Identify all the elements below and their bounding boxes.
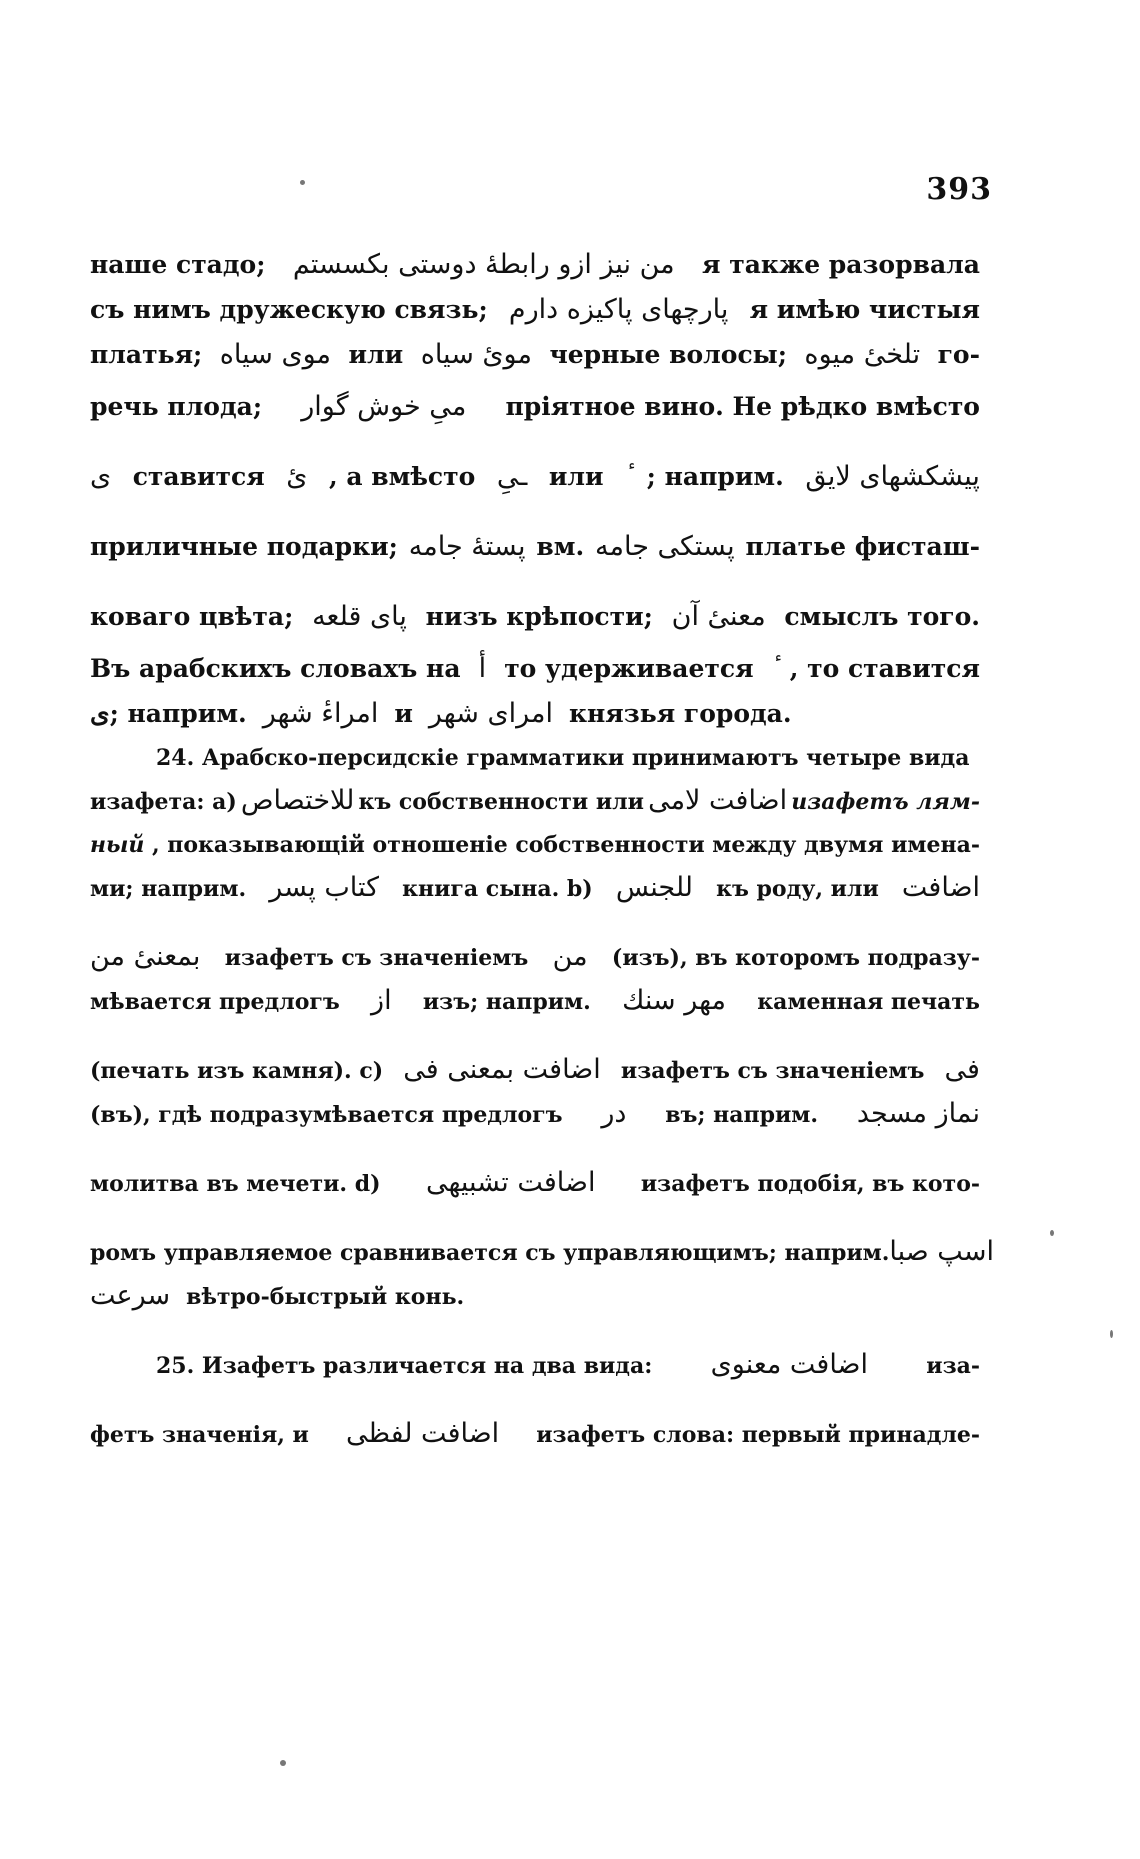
text-segment: и xyxy=(394,699,413,728)
text-line xyxy=(90,654,980,684)
text-segment: мѣвается предлогъ xyxy=(90,989,340,1015)
arabic-script-segment: یٔ xyxy=(286,461,308,492)
arabic-script-segment: اضافت تشبیهی xyxy=(425,1167,596,1198)
body-text xyxy=(90,249,994,1449)
text-segment: къ роду, или xyxy=(716,876,879,902)
text-segment: ی; наприм. xyxy=(90,699,247,728)
text-segment: или xyxy=(548,462,604,491)
text-segment: иза- xyxy=(926,1353,980,1379)
print-speck xyxy=(1110,1330,1113,1338)
line-spacer xyxy=(90,280,980,295)
text-segment: (печать изъ камня). c) xyxy=(90,1058,384,1084)
arabic-script-segment: اضافت لامی xyxy=(648,785,788,816)
text-segment: низъ крѣпости; xyxy=(425,602,653,631)
line-spacer xyxy=(90,1267,980,1282)
text-segment: ; наприм. xyxy=(646,462,784,491)
arabic-script-segment: پارچهای پاکیزه دارم xyxy=(508,294,729,325)
text-segment: (въ), гдѣ подразумѣвается предлогъ xyxy=(90,1102,563,1128)
text-segment: изъ; наприм. xyxy=(422,989,591,1015)
print-speck xyxy=(280,1760,286,1766)
text-line xyxy=(90,831,980,859)
text-line xyxy=(90,295,980,325)
text-segment: молитва въ мечети. d) xyxy=(90,1171,381,1197)
arabic-script-segment: کتاب پسر xyxy=(269,872,379,903)
text-segment: изафетъ съ значеніемъ xyxy=(620,1058,925,1084)
arabic-script-segment: اضافت بمعنی فی xyxy=(403,1054,601,1085)
text-segment: го- xyxy=(937,340,980,369)
print-speck xyxy=(1050,1230,1054,1236)
text-segment: наше стадо; xyxy=(90,250,266,279)
text-segment: каменная печать xyxy=(757,989,980,1015)
arabic-script-segment: ی xyxy=(90,461,112,492)
text-line xyxy=(90,1282,980,1311)
text-segment: фетъ значенія, и xyxy=(90,1422,309,1448)
line-spacer xyxy=(90,772,980,787)
line-spacer xyxy=(90,903,980,943)
text-segment: изафетъ съ значеніемъ xyxy=(224,945,529,971)
line-spacer xyxy=(90,325,980,340)
line-spacer xyxy=(90,1016,980,1056)
text-segment: ставится xyxy=(132,462,265,491)
text-line xyxy=(90,1420,980,1449)
arabic-script-segment: امراءٔ شهر xyxy=(262,698,379,729)
text-segment: 24. Арабско-персидскіе грамматики принимаютъ четыре вида xyxy=(156,745,970,771)
text-line xyxy=(90,699,980,729)
print-speck xyxy=(300,180,305,185)
text-line xyxy=(90,943,980,972)
arabic-script-segment: پیشکشهای لایق xyxy=(805,461,980,492)
arabic-script-segment: سرعت xyxy=(90,1280,171,1311)
text-line xyxy=(90,744,980,772)
text-segment: Въ арабскихъ словахъ на xyxy=(90,654,461,683)
text-segment: черные волосы; xyxy=(549,340,787,369)
text-segment: , а вмѣсто xyxy=(328,462,476,491)
text-line xyxy=(90,787,980,816)
line-spacer xyxy=(90,684,980,699)
text-line xyxy=(90,392,980,422)
arabic-script-segment: معنیٔ آن xyxy=(671,601,766,632)
text-segment: изафетъ слова: первый принадле- xyxy=(536,1422,980,1448)
line-spacer xyxy=(90,562,980,602)
text-line xyxy=(90,250,980,280)
arabic-script-segment: اسپ صبا xyxy=(889,1236,994,1267)
text-segment: , то ставится xyxy=(789,654,980,683)
line-spacer xyxy=(90,1129,980,1169)
text-segment: , показывающій отношеніе собственности между двумя имена- xyxy=(151,832,980,858)
text-segment: князья города. xyxy=(568,699,792,728)
arabic-script-segment: مویٔ سیاه xyxy=(420,339,532,370)
line-spacer xyxy=(90,632,980,654)
text-segment: къ собственности или xyxy=(358,789,644,815)
text-segment: ромъ управляемое сравнивается съ управляющимъ; наприм. xyxy=(90,1240,890,1266)
text-segment: книга сына. b) xyxy=(402,876,593,902)
text-segment: вм. xyxy=(536,532,585,561)
text-line xyxy=(90,340,980,370)
text-segment: приличные подарки; xyxy=(90,532,398,561)
text-line xyxy=(90,602,980,632)
line-spacer xyxy=(90,816,980,831)
text-line xyxy=(90,532,980,562)
arabic-script-segment: للجنس xyxy=(615,872,693,903)
text-segment: пріятное вино. Не рѣдко вмѣсто xyxy=(505,392,980,421)
text-segment: или xyxy=(348,340,404,369)
text-line xyxy=(90,1100,980,1129)
text-segment: (изъ), въ которомъ подразу- xyxy=(611,945,980,971)
arabic-script-segment: در xyxy=(601,1098,627,1129)
arabic-script-segment: میِ خوش گوار xyxy=(301,391,467,422)
text-line xyxy=(90,1169,980,1198)
arabic-script-segment: فی xyxy=(944,1054,980,1085)
line-spacer xyxy=(90,1311,980,1351)
arabic-script-segment: موی سیاه xyxy=(219,339,332,370)
arabic-script-segment: پستکی جامه xyxy=(595,531,735,562)
text-segment: въ; наприм. xyxy=(665,1102,819,1128)
text-segment: коваго цвѣта; xyxy=(90,602,294,631)
text-line xyxy=(90,462,980,492)
text-segment: 25. Изафетъ различается на два вида: xyxy=(156,1353,653,1379)
text-segment: речь плода; xyxy=(90,392,263,421)
arabic-script-segment: از xyxy=(371,985,392,1016)
arabic-script-segment: اضافت معنوی xyxy=(710,1349,868,1380)
page-number: 393 xyxy=(926,172,992,207)
text-line xyxy=(90,1236,994,1267)
arabic-script-segment: پستهٔ جامه xyxy=(408,531,526,562)
line-spacer xyxy=(90,1380,980,1420)
arabic-script-segment: اضافت لفظی xyxy=(345,1418,500,1449)
arabic-script-segment: ـیِ xyxy=(496,461,528,492)
text-segment: изафета: a) xyxy=(90,789,237,815)
arabic-script-segment: من xyxy=(552,941,588,972)
arabic-script-segment: للاختصاص xyxy=(240,785,355,816)
text-line xyxy=(90,1056,980,1085)
arabic-script-segment: من نیز ازو رابطهٔ دوستی بکسستم xyxy=(292,249,675,280)
text-segment: я также разорвала xyxy=(702,250,980,279)
text-segment: съ нимъ дружескую связь; xyxy=(90,295,488,324)
line-spacer xyxy=(90,492,980,532)
line-spacer xyxy=(90,972,980,987)
text-segment: платье фисташ- xyxy=(745,532,980,561)
text-line xyxy=(90,987,980,1016)
line-spacer xyxy=(90,729,980,744)
text-line xyxy=(90,874,980,903)
line-spacer xyxy=(90,1085,980,1100)
arabic-script-segment: مهر سنك xyxy=(622,985,727,1016)
arabic-script-segment: أ xyxy=(478,653,487,684)
arabic-script-segment: تلخیٔ میوه xyxy=(804,339,921,370)
text-segment: я имѣю чистыя xyxy=(749,295,980,324)
text-line xyxy=(90,1351,980,1380)
line-spacer xyxy=(90,1198,980,1238)
arabic-script-segment: امرای شهر xyxy=(428,698,553,729)
text-segment: вѣтро-быстрый конь. xyxy=(186,1284,465,1310)
arabic-script-segment: نماز مسجد xyxy=(856,1098,980,1129)
text-segment: изафетъ подобія, въ кото- xyxy=(640,1171,980,1197)
arabic-script-segment: اضافت xyxy=(901,872,980,903)
text-segment: изафетъ лям- xyxy=(791,789,980,815)
arabic-script-segment: بمعنیٔ من xyxy=(90,941,201,972)
line-spacer xyxy=(90,370,980,392)
line-spacer xyxy=(90,859,980,874)
text-segment: то удерживается xyxy=(504,654,754,683)
text-segment: ми; наприм. xyxy=(90,876,247,902)
text-segment: платья; xyxy=(90,340,203,369)
text-segment: смыслъ того. xyxy=(784,602,980,631)
line-spacer xyxy=(90,422,980,462)
text-segment: ный xyxy=(90,832,145,858)
arabic-script-segment: پای قلعه xyxy=(312,601,407,632)
